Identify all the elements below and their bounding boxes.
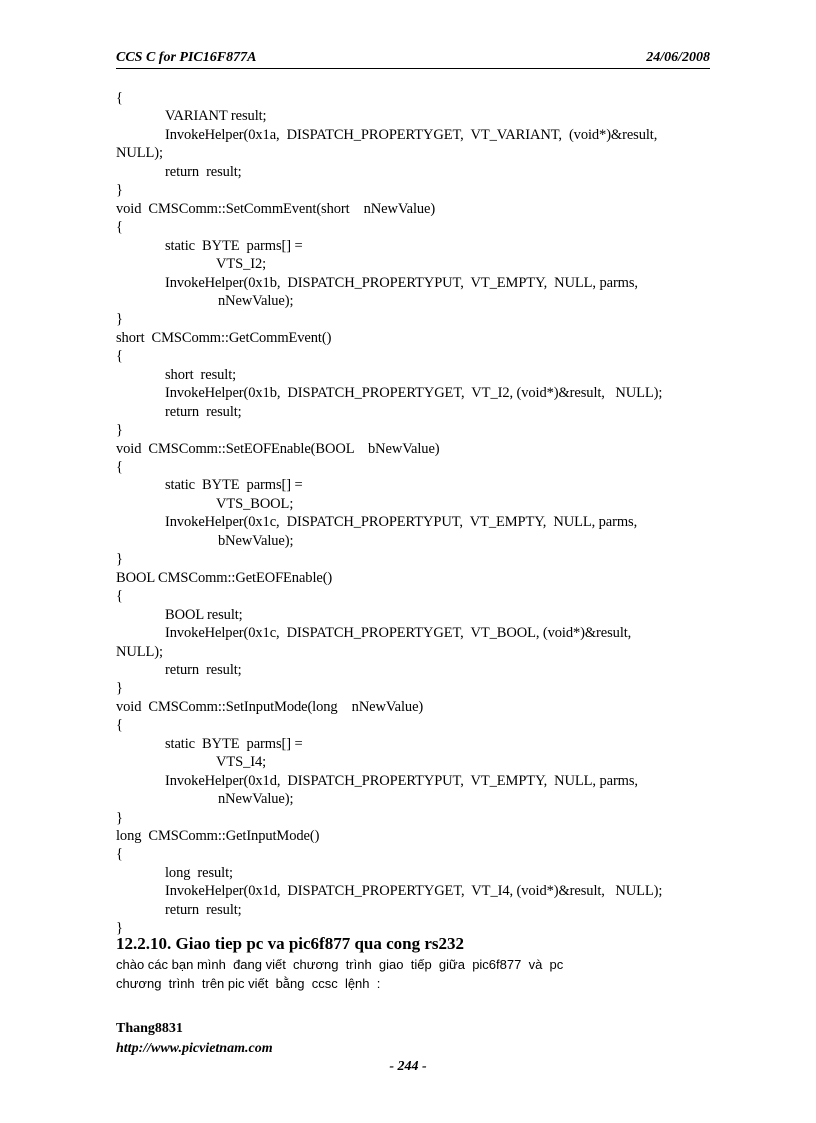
code-line: nNewValue); bbox=[218, 791, 294, 808]
header-date: 24/06/2008 bbox=[646, 50, 710, 65]
code-line: static BYTE parms[] = bbox=[165, 237, 303, 254]
code-line: NULL); bbox=[116, 643, 163, 660]
code-line: nNewValue); bbox=[218, 292, 294, 309]
body-text-line-1: chào các bạn mình đang viết chương trình giao tiếp giữa pic6f877 và pc bbox=[116, 957, 564, 972]
code-line: InvokeHelper(0x1d, DISPATCH_PROPERTYGET, VT_I4, (void*)&result, NULL); bbox=[165, 883, 663, 900]
code-line: } bbox=[116, 311, 123, 328]
author-name: Thang8831 bbox=[116, 1021, 183, 1036]
page-number: - 244 - bbox=[389, 1059, 427, 1074]
page-header bbox=[116, 50, 710, 69]
code-line: return result; bbox=[165, 661, 242, 678]
code-line: InvokeHelper(0x1c, DISPATCH_PROPERTYGET, VT_BOOL, (void*)&result, bbox=[165, 625, 632, 642]
section-title: 12.2.10. Giao tiep pc va pic6f877 qua cong rs232 bbox=[116, 934, 465, 953]
code-line: static BYTE parms[] = bbox=[165, 477, 303, 494]
code-line: } bbox=[116, 422, 123, 439]
code-line: return result; bbox=[165, 403, 242, 420]
code-line: VTS_I2; bbox=[216, 256, 267, 273]
code-line: { bbox=[116, 846, 123, 863]
code-line: VTS_BOOL; bbox=[216, 495, 294, 512]
code-line: long result; bbox=[165, 864, 233, 881]
code-line: static BYTE parms[] = bbox=[165, 735, 303, 752]
code-line: long CMSComm::GetInputMode() bbox=[116, 828, 320, 844]
code-line: VARIANT result; bbox=[165, 108, 267, 125]
code-line: } bbox=[116, 680, 123, 697]
code-line: return result; bbox=[165, 163, 242, 180]
code-line: InvokeHelper(0x1b, DISPATCH_PROPERTYGET, VT_I2, (void*)&result, NULL); bbox=[165, 385, 663, 402]
code-line: { bbox=[116, 717, 123, 734]
code-line: InvokeHelper(0x1a, DISPATCH_PROPERTYGET, VT_VARIANT, (void*)&result, bbox=[165, 126, 658, 143]
code-line: { bbox=[116, 219, 123, 236]
code-line: InvokeHelper(0x1b, DISPATCH_PROPERTYPUT, VT_EMPTY, NULL, parms, bbox=[165, 274, 638, 291]
code-line: InvokeHelper(0x1c, DISPATCH_PROPERTYPUT, VT_EMPTY, NULL, parms, bbox=[165, 514, 638, 531]
code-line: bNewValue); bbox=[218, 532, 294, 549]
code-line: void CMSComm::SetInputMode(long nNewValue) bbox=[116, 698, 424, 715]
code-line: { bbox=[116, 348, 123, 365]
code-line: } bbox=[116, 809, 123, 826]
code-line: } bbox=[116, 920, 123, 937]
code-line: void CMSComm::SetEOFEnable(BOOL bNewValue) bbox=[116, 440, 440, 457]
code-line: BOOL CMSComm::GetEOFEnable() bbox=[116, 569, 333, 586]
code-line: { bbox=[116, 588, 123, 605]
body-text-line-2: chương trình trên pic viết bằng ccsc lệnh : bbox=[116, 976, 381, 991]
header-title: CCS C for PIC16F877A bbox=[116, 50, 257, 65]
author-url: http://www.picvietnam.com bbox=[116, 1041, 273, 1056]
code-line: short CMSComm::GetCommEvent() bbox=[116, 329, 332, 346]
code-line: short result; bbox=[165, 366, 237, 383]
code-line: { bbox=[116, 90, 123, 106]
code-line: void CMSComm::SetCommEvent(short nNewValue) bbox=[116, 200, 436, 217]
code-line: return result; bbox=[165, 901, 242, 918]
code-line: NULL); bbox=[116, 145, 163, 162]
code-line: } bbox=[116, 182, 123, 199]
code-line: { bbox=[116, 459, 123, 475]
code-line: BOOL result; bbox=[165, 606, 243, 623]
code-line: VTS_I4; bbox=[216, 754, 267, 771]
code-line: InvokeHelper(0x1d, DISPATCH_PROPERTYPUT, VT_EMPTY, NULL, parms, bbox=[165, 772, 638, 789]
code-line: } bbox=[116, 551, 123, 568]
